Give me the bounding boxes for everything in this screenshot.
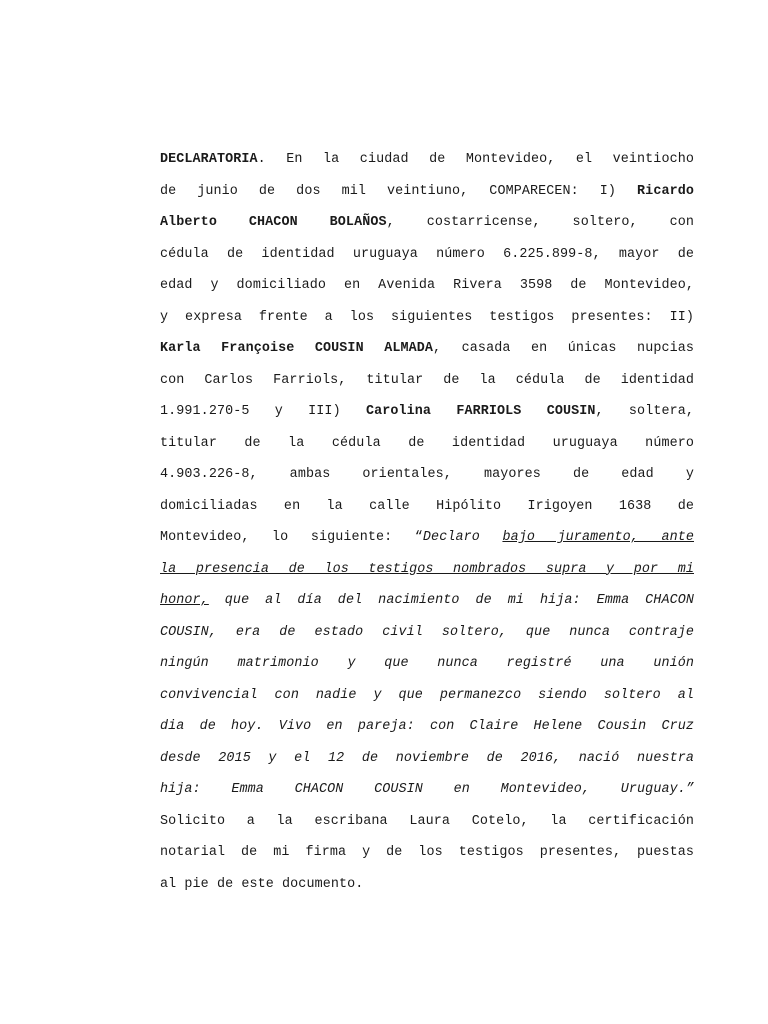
text-run: ningún matrimonio y que nunca registré una unión bbox=[160, 656, 694, 671]
text-line bbox=[160, 680, 694, 712]
text-line bbox=[160, 239, 694, 271]
text-run: con Carlos Farriols, titular de la cédula de identidad bbox=[160, 372, 694, 388]
text-run: Solicito a la escribana Laura Cotelo, la certificación bbox=[160, 813, 694, 829]
text-run: de junio de dos mil veintiuno, COMPARECEN: I) bbox=[160, 183, 638, 199]
text-run: 1.991.270-5 y III) bbox=[160, 404, 366, 419]
text-run: bajo juramento, ante bbox=[502, 530, 694, 545]
text-line bbox=[160, 365, 694, 397]
text-run: DECLARATORIA bbox=[160, 152, 258, 167]
text-line bbox=[160, 270, 694, 302]
text-run: Montevideo, lo siguiente: “ bbox=[160, 530, 423, 545]
text-run: la presencia de los testigos nombrados supra y por mi bbox=[160, 561, 694, 577]
text-line bbox=[160, 743, 694, 775]
text-line bbox=[160, 144, 694, 176]
text-line bbox=[160, 869, 694, 901]
text-line bbox=[160, 522, 694, 554]
text-line bbox=[160, 806, 694, 838]
text-run: al pie de este documento. bbox=[160, 876, 364, 892]
text-run: , soltera, bbox=[595, 404, 694, 419]
text-run: . En la ciudad de Montevideo, el veintiocho bbox=[257, 152, 694, 167]
text-run: hija: Emma CHACON COUSIN en Montevideo, Uruguay.” bbox=[160, 782, 694, 797]
text-line bbox=[160, 617, 694, 649]
text-line bbox=[160, 837, 694, 869]
text-run: titular de la cédula de identidad uruguaya número bbox=[160, 435, 694, 451]
text-run: notarial de mi firma y de los testigos presentes, puestas bbox=[160, 845, 694, 860]
text-line bbox=[160, 491, 694, 523]
text-line bbox=[160, 459, 694, 491]
text-run: edad y domiciliado en Avenida Rivera 3598 de Montevideo, bbox=[160, 278, 694, 293]
text-run: y expresa frente a los siguientes testigos presentes: II) bbox=[160, 309, 694, 325]
text-run: 4.903.226-8, ambas orientales, mayores de edad y bbox=[160, 467, 694, 482]
text-run: cédula de identidad uruguaya número 6.225.899-8, mayor de bbox=[160, 246, 694, 262]
text-run: Declaro bbox=[422, 530, 503, 545]
text-run: desde 2015 y el 12 de noviembre de 2016, nació nuestra bbox=[160, 750, 694, 766]
text-run: , casada en únicas nupcias bbox=[433, 341, 694, 356]
text-run: Ricardo bbox=[637, 183, 694, 199]
text-line bbox=[160, 302, 694, 334]
text-run: honor, bbox=[160, 593, 209, 608]
text-line bbox=[160, 711, 694, 743]
text-run: Alberto CHACON BOLAÑOS bbox=[160, 215, 387, 230]
text-line bbox=[160, 774, 694, 806]
text-run: que al día del nacimiento de mi hija: Emma CHACON bbox=[208, 593, 694, 608]
text-run: dia de hoy. Vivo en pareja: con Claire Helene Cousin Cruz bbox=[160, 719, 694, 734]
text-run: , costarricense, soltero, con bbox=[386, 215, 694, 230]
text-line bbox=[160, 396, 694, 428]
text-run: COUSIN, era de estado civil soltero, que nunca contraje bbox=[160, 624, 694, 640]
text-line bbox=[160, 176, 694, 208]
text-line bbox=[160, 554, 694, 586]
declaration-text bbox=[160, 144, 694, 900]
text-run: Carolina FARRIOLS COUSIN bbox=[365, 404, 596, 419]
text-line bbox=[160, 333, 694, 365]
text-run: domiciliadas en la calle Hipólito Irigoyen 1638 de bbox=[160, 498, 694, 514]
text-line bbox=[160, 207, 694, 239]
text-line bbox=[160, 428, 694, 460]
text-line bbox=[160, 648, 694, 680]
text-run: Karla Françoise COUSIN ALMADA bbox=[160, 341, 434, 356]
text-line bbox=[160, 585, 694, 617]
text-run: convivencial con nadie y que permanezco siendo soltero al bbox=[160, 687, 694, 703]
